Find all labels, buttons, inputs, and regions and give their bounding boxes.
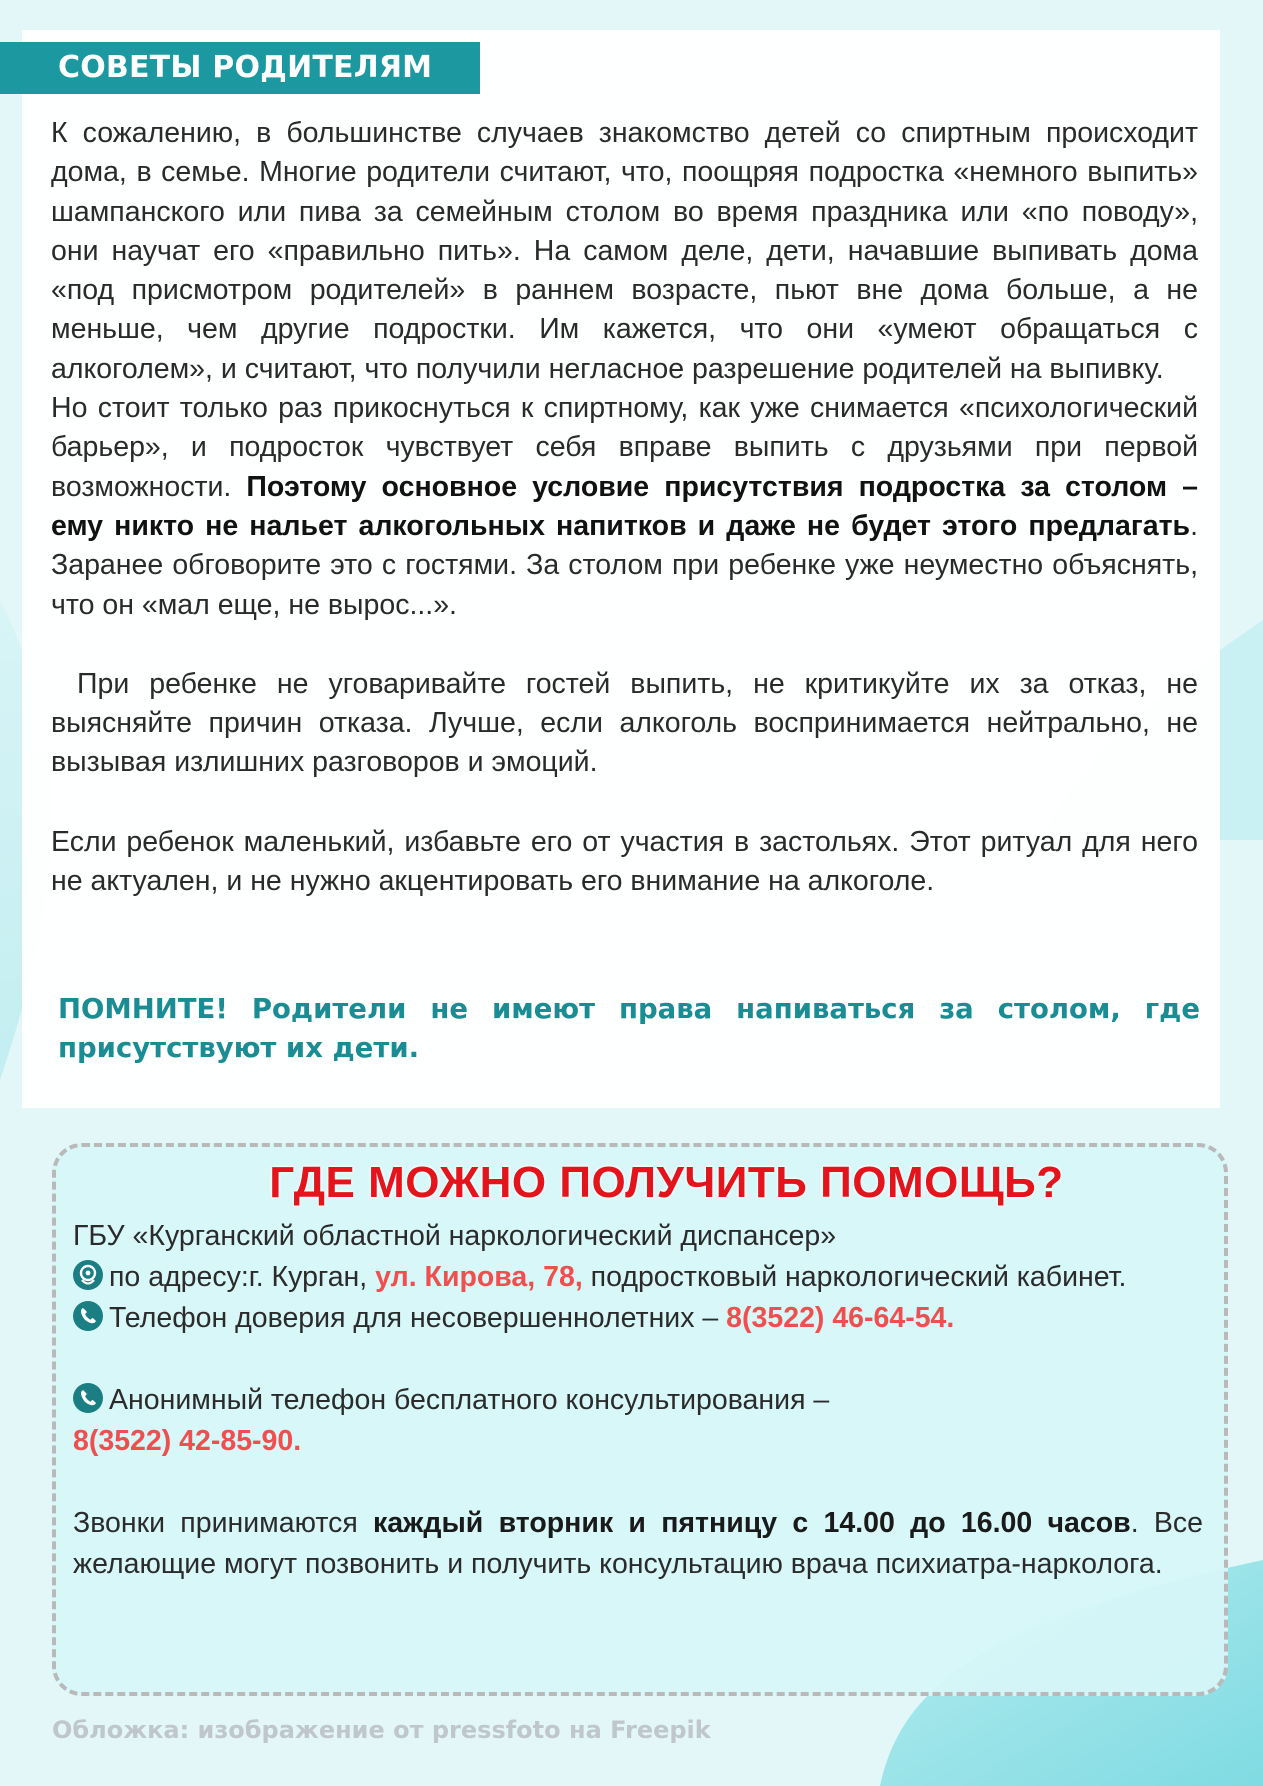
article-body — [51, 114, 1198, 901]
remember-note: ПОМНИТЕ! Родители не имеют права напиваться за столом, где присутствуют их дети. — [58, 993, 1200, 1064]
phone-icon — [73, 1383, 103, 1413]
help-contacts — [73, 1216, 1203, 1585]
phone-line-1: Телефон доверия для несовершеннолетних – 8(3522) 46-64-54. — [73, 1298, 1203, 1339]
phone-icon — [73, 1301, 103, 1331]
paragraph-2: Но стоит только раз прикоснуться к спиртному, как уже снимается «психологический барьер», и подросток чувствует себя вправе выпить с друзьями при первой возможности. Поэтому основное условие присутствия подростка за столом – ему никто не нальет алкогольных напитков и даже не будет этого предлагать. Заранее обговорите это с гостями. За столом при ребенке уже неуместно объяснять, что он «мал еще, не вырос...». — [51, 392, 1198, 621]
phone-number-2-line — [73, 1421, 1203, 1462]
paragraph-1: К сожалению, в большинстве случаев знакомство детей со спиртным происходит дома, в семье. Многие родители считают, что, поощряя подростка «немного выпить» шампанского или пива за семейным столом во время праздника или «по поводу», они научат его «правильно пить». На самом деле, дети, начавшие выпивать дома «под присмотром родителей» в раннем возрасте, пьют вне дома больше, а не меньше, чем другие подростки. Им кажется, что они «умеют обращаться с алкоголем», и считают, что получили негласное разрешение родителей на выпивку. — [51, 117, 1198, 385]
paragraph-4: Если ребенок маленький, избавьте его от участия в застольях. Этот ритуал для него не актуален, и не нужно акцентировать его внимание на алкоголе. — [51, 825, 1198, 898]
emphasis-text: Поэтому основное условие присутствия подростка за столом – ему никто не нальет алкогольных напитков и даже не будет этого предлагать — [51, 470, 1198, 542]
image-credit: Обложка: изображение от pressfoto на Freepik — [52, 1716, 711, 1744]
help-title: ГДЕ МОЖНО ПОЛУЧИТЬ ПОМОЩЬ? — [269, 1158, 1064, 1207]
calls-schedule: Звонки принимаются каждый вторник и пятницу с 14.00 до 16.00 часов. Все желающие могут позвонить и получить консультацию врача психиатра-нарколога. — [73, 1507, 1203, 1580]
location-pin-icon — [73, 1260, 103, 1290]
phone-line-2: Анонимный телефон бесплатного консультирования – — [73, 1380, 1203, 1421]
phone-number-1[interactable]: 8(3522) 46-64-54. — [726, 1302, 955, 1334]
org-name: ГБУ «Курганский областной наркологический диспансер» — [73, 1220, 837, 1252]
address-line: по адресу:г. Курган, ул. Кирова, 78, подростковый наркологический кабинет. — [73, 1257, 1203, 1298]
section-title: СОВЕТЫ РОДИТЕЛЯМ — [0, 42, 480, 94]
paragraph-3: При ребенке не уговаривайте гостей выпить, не критикуйте их за отказ, не выясняйте причин отказа. Лучше, если алкоголь воспринимается нейтрально, не вызывая излишних разговоров и эмоций. — [51, 667, 1198, 779]
phone-number-2[interactable]: 8(3522) 42-85-90. — [73, 1425, 302, 1457]
address-street: ул. Кирова, 78, — [375, 1261, 583, 1293]
schedule-emphasis: каждый вторник и пятницу с 14.00 до 16.00 часов — [373, 1507, 1131, 1539]
